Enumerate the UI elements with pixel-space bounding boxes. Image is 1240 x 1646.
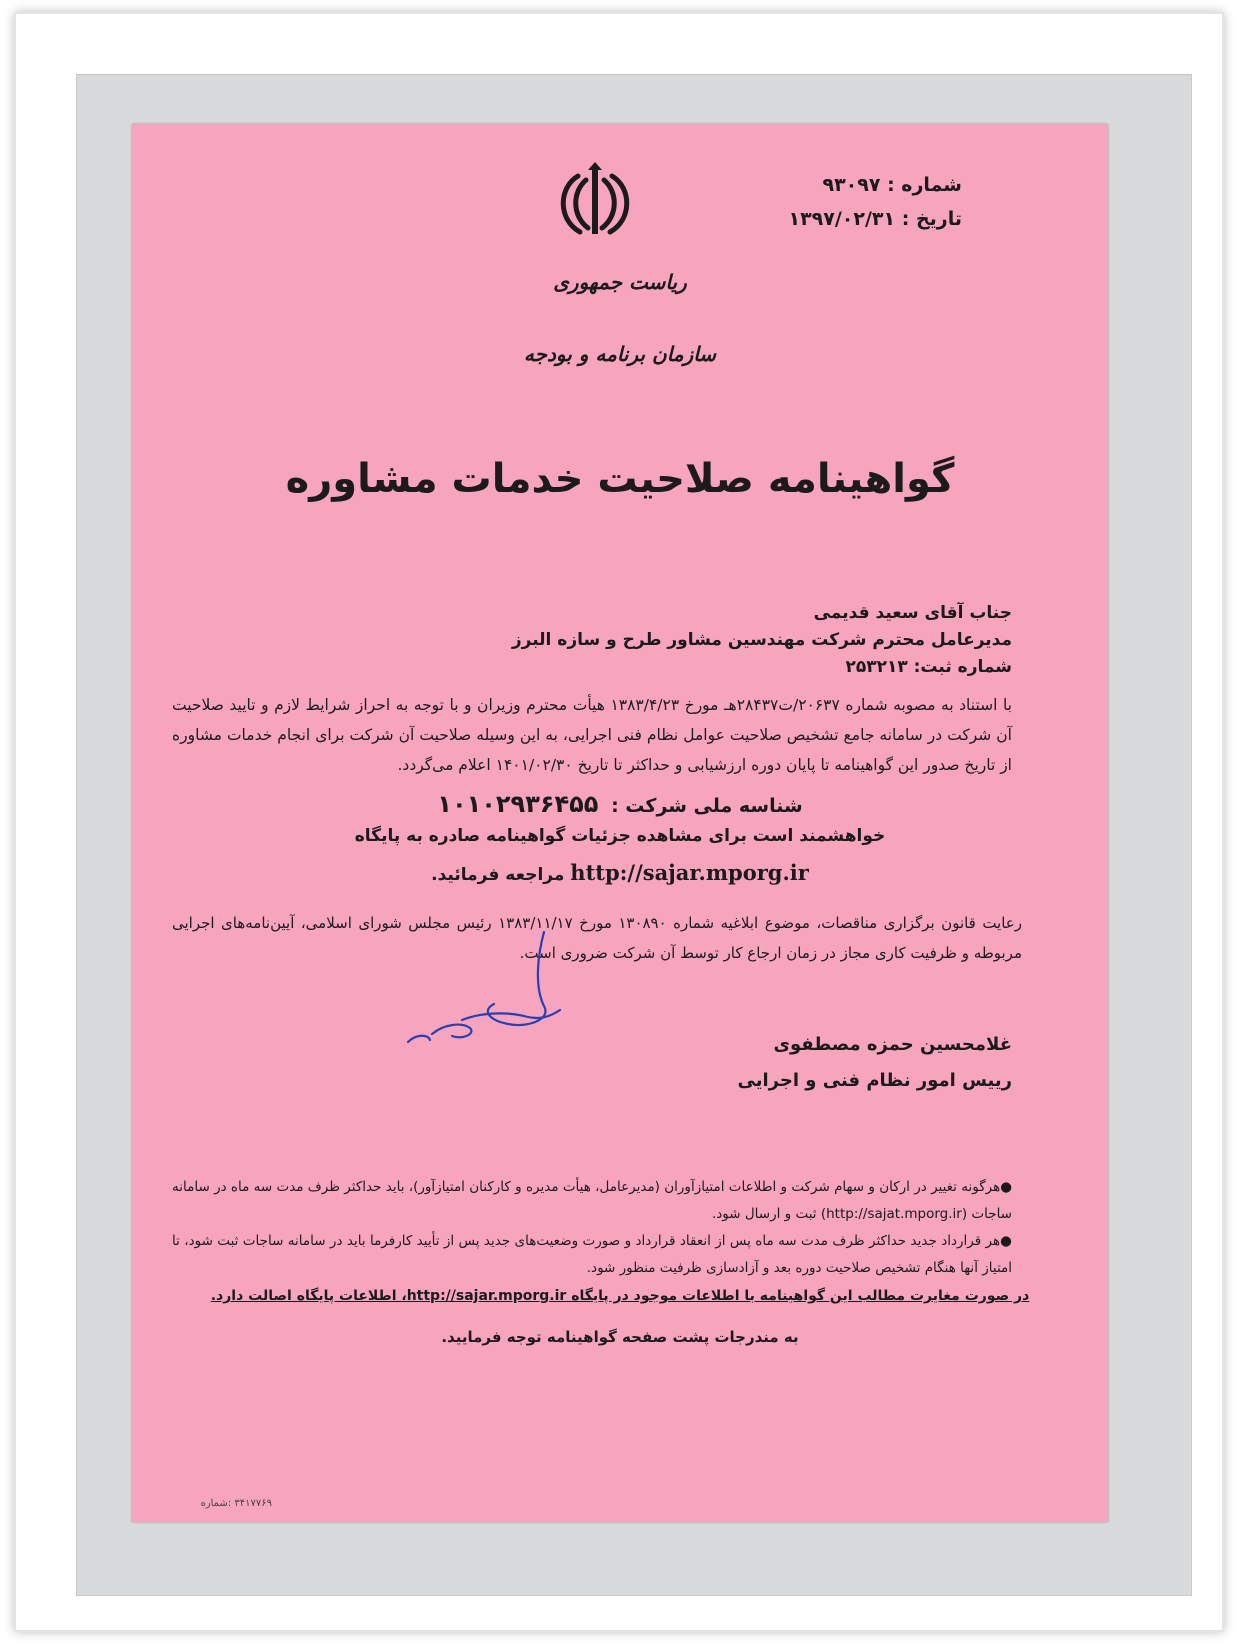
bullet-icon: ● [1000, 1179, 1012, 1195]
request-suffix: مراجعه فرمائید. [431, 865, 571, 885]
sajar-link[interactable]: http://sajar.mporg.ir [570, 860, 809, 885]
authenticity-warning: در صورت مغایرت مطالب این گواهینامه با اطلاعات موجود در پایگاه http://sajar.mporg.ir، اطلاعات پایگاه اصالت دارد. [210, 1288, 1030, 1304]
certificate-paper [132, 124, 1108, 1522]
serial-number: ۳۴۱۷۷۶۹ :شماره [200, 1498, 272, 1509]
signer-title: رییس امور نظام فنی و اجرایی [737, 1070, 1012, 1091]
request-url-line [132, 860, 1108, 885]
recipient-position: مدیرعامل محترم شرکت مهندسین مشاور طرح و سازه البرز [511, 630, 1012, 650]
registration-number: شماره ثبت: ۲۵۳۲۱۳ [845, 657, 1012, 677]
signer-name: غلامحسین حمزه مصطفوی [773, 1034, 1012, 1055]
iran-emblem-icon [550, 158, 640, 248]
law-paragraph: رعایت قانون برگزاری مناقصات، موضوع ابلاغیه شماره ۱۳۰۸۹۰ مورخ ۱۳۸۳/۱۱/۱۷ رئیس مجلس شورای اسلامی، آیین‌نامه‌های اجرایی مربوطه و ظرفیت کاری مجاز در زمان ارجاع کار توسط آن شرکت ضروری است. [172, 914, 1022, 962]
reference-date: تاریخ : ۱۳۹۷/۰۲/۳۱ [788, 208, 962, 230]
reference-number: شماره : ۹۳۰۹۷ [822, 174, 962, 196]
bullet-icon: ● [1000, 1233, 1013, 1249]
organization-line-2: سازمان برنامه و بودجه [523, 342, 717, 366]
note-item: ●هرگونه تغییر در ارکان و سهام شرکت و اطلاعات امتیازآوران (مدیرعامل، هیأت مدیره و کارکنان امتیازآور)، باید حداکثر ظرف مدت سه ماه در سامانه ساجات (http://sajat.mporg.ir) ثبت و ارسال شود. [172, 1179, 1012, 1222]
recipient-block [172, 600, 1012, 681]
request-line: خواهشمند است برای مشاهده جزئیات گواهینامه صادره به پایگاه [354, 826, 886, 846]
recipient-name: جناب آقای سعید قدیمی [813, 603, 1012, 623]
national-id-value: ۱۰۱۰۲۹۳۶۴۵۵ [437, 790, 599, 818]
signature-icon [312, 924, 572, 1084]
national-id [132, 790, 1108, 818]
organization-line-1: ریاست جمهوری [553, 270, 687, 294]
back-page-note: به مندرجات پشت صفحه گواهینامه توجه فرمایید. [441, 1328, 799, 1346]
national-id-label: شناسه ملی شرکت : [611, 795, 803, 817]
notes-list [172, 1174, 1012, 1282]
note-item: ●هر قرارداد جدید حداکثر ظرف مدت سه ماه پس از انعقاد قرارداد و صورت وضعیت‌های جدید پس از تأیید کارفرما باید در سامانه ساجات ثبت شود، تا امتیاز آنها هنگام تشخیص صلاحیت دوره بعد و آزادسازی ظرفیت منظور شود. [172, 1233, 1013, 1276]
certificate-title: گواهینامه صلاحیت خدمات مشاوره [285, 456, 955, 502]
certificate-body: با استناد به مصوبه شماره ۲۰۶۳۷/ت۲۸۴۳۷هـ مورخ ۱۳۸۳/۴/۲۳ هیأت محترم وزیران و با توجه به احراز شرایط لازم و تایید صلاحیت آن شرکت در سامانه جامع تشخیص صلاحیت عوامل نظام فنی اجرایی، به این وسیله صلاحیت آن شرکت برای انجام خدمات مشاوره از تاریخ صدور این گواهینامه تا پایان دوره ارزشیابی و حداکثر تا تاریخ ۱۴۰۱/۰۲/۳۰ اعلام می‌گردد. [172, 696, 1012, 774]
